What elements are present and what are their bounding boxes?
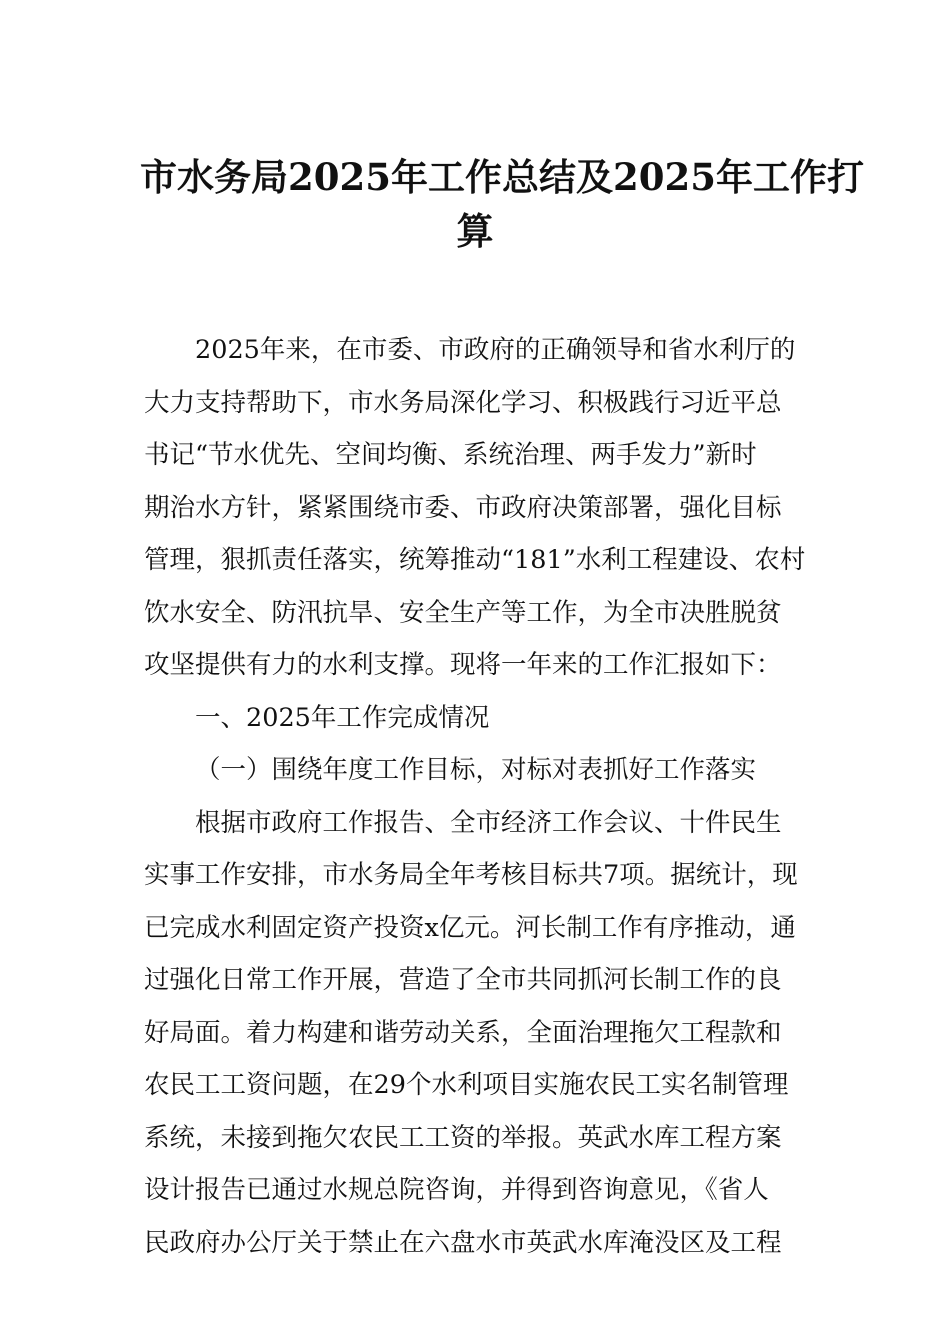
body-text-line: 攻坚提供有力的水利支撑。现将一年来的工作汇报如下： bbox=[144, 650, 782, 680]
title-line: 市水务局2025年工作总结及2025年工作打 bbox=[140, 155, 864, 199]
body-text-line: （一）围绕年度工作目标，对标对表抓好工作落实 bbox=[195, 755, 757, 785]
title-line: 算 bbox=[456, 209, 494, 253]
body-text-line: 民政府办公厅关于禁止在六盘水市英武水库淹没区及工程 bbox=[144, 1227, 782, 1258]
body-text-line: 系统，未接到拖欠农民工工资的举报。英武水库工程方案 bbox=[144, 1122, 782, 1153]
document-title bbox=[140, 150, 864, 258]
body-text-line: 根据市政府工作报告、全市经济工作会议、十件民生 bbox=[195, 807, 782, 838]
body-text-line: 设计报告已通过水规总院咨询，并得到咨询意见，《省人 bbox=[144, 1175, 769, 1205]
body-text-line: 书记“节水优先、空间均衡、系统治理、两手发力”新时 bbox=[144, 440, 757, 470]
document-body bbox=[144, 328, 808, 1273]
body-text-line: 饮水安全、防汛抗旱、安全生产等工作，为全市决胜脱贫 bbox=[144, 597, 782, 628]
body-text-line: 已完成水利固定资产投资x亿元。河长制工作有序推动，通 bbox=[144, 912, 796, 943]
body-text-line: 管理，狠抓责任落实，统筹推动“181”水利工程建设、农村 bbox=[144, 545, 806, 575]
body-text-line: 过强化日常工作开展，营造了全市共同抓河长制工作的良 bbox=[144, 965, 782, 995]
body-text-line: 农民工工资问题，在29个水利项目实施农民工实名制管理 bbox=[144, 1070, 789, 1100]
body-text-line: 实事工作安排，市水务局全年考核目标共7项。据统计，现 bbox=[144, 860, 798, 890]
body-text-line: 期治水方针，紧紧围绕市委、市政府决策部署，强化目标 bbox=[144, 492, 782, 523]
body-text-line: 大力支持帮助下，市水务局深化学习、积极践行习近平总 bbox=[144, 387, 782, 418]
body-text-line: 好局面。着力构建和谐劳动关系，全面治理拖欠工程款和 bbox=[144, 1017, 782, 1048]
body-text-line: 2025年来，在市委、市政府的正确领导和省水利厅的 bbox=[195, 335, 796, 365]
body-text-line: 一、2025年工作完成情况 bbox=[195, 702, 490, 733]
